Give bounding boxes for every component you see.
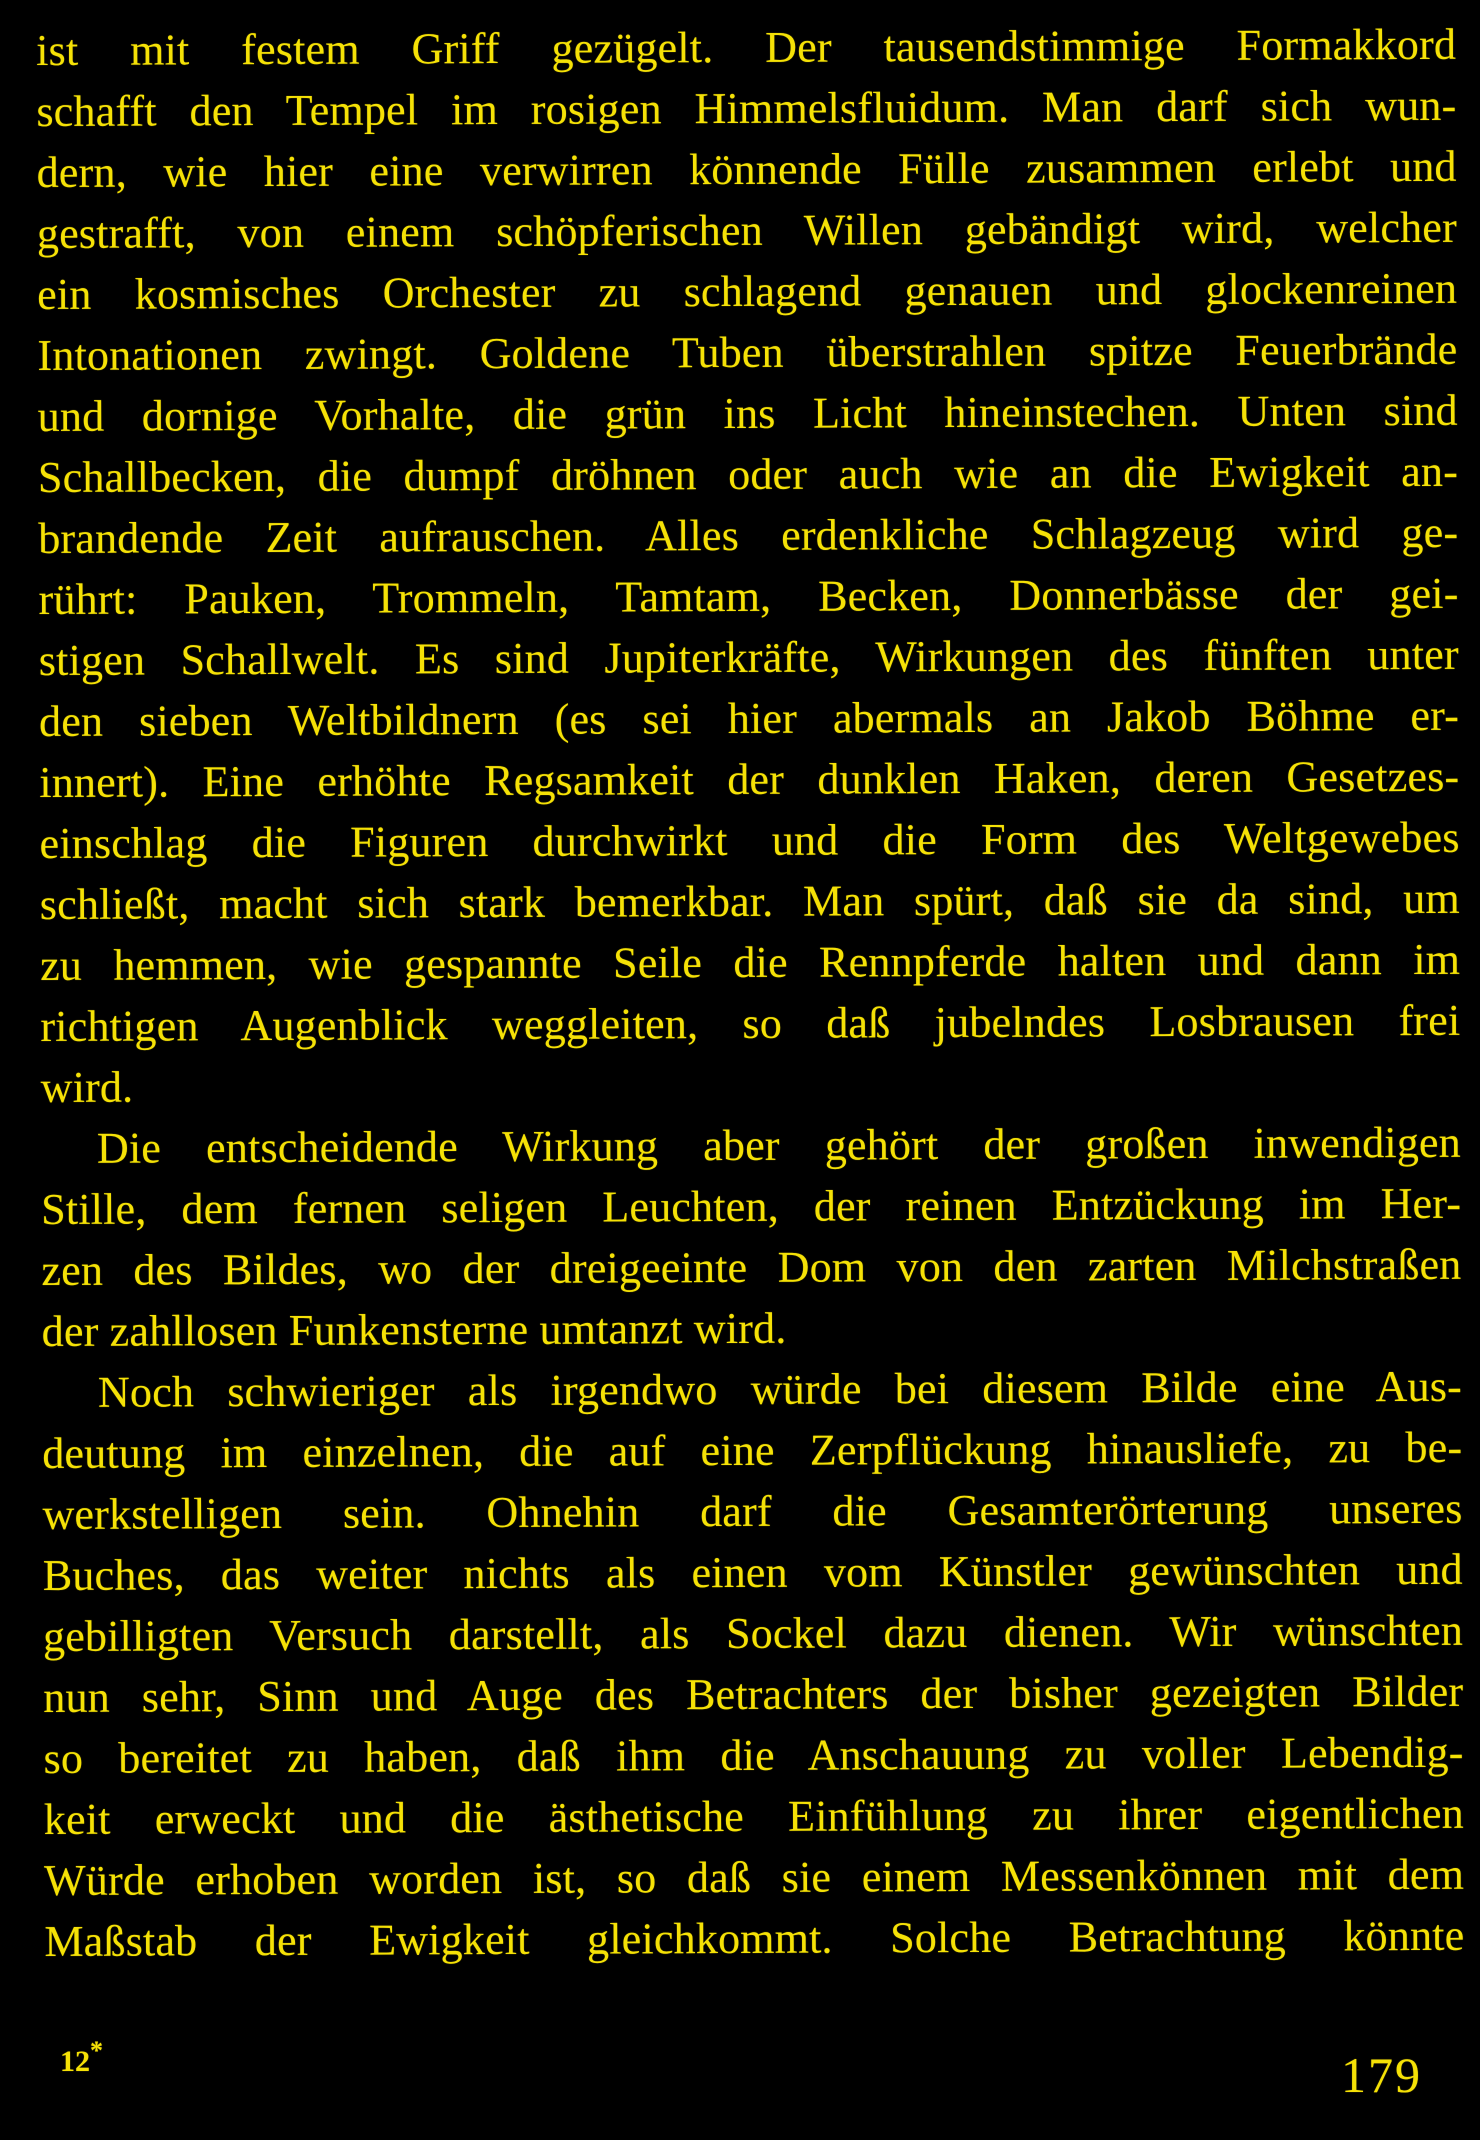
text-line: Schallbecken, die dumpf dröhnen oder auch wie an die Ewigkeit an- [37,446,1459,502]
text-line: ein kosmisches Orchester zu schlagend genauen und glockenreinen [37,263,1458,319]
text-line: Intonationen zwingt. Goldene Tuben überstrahlen spitze Feuerbrände [37,324,1458,380]
page-number: 179 [1341,2047,1422,2103]
text-line: so bereitet zu haben, daß ihm die Anschauung zu voller Lebendig- [43,1727,1464,1783]
signature-mark [60,2036,103,2079]
text-line: gebilligten Versuch darstellt, als Sockel dazu dienen. Wir wünschten [42,1605,1464,1661]
text-line: schafft den Tempel im rosigen Himmelsfluidum. Man darf sich wun- [36,80,1457,136]
text-line: schließt, macht sich stark bemerkbar. Man spürt, daß sie da sind, um [39,873,1460,929]
text-line: und dornige Vorhalte, die grün ins Licht hineinstechen. Unten sind [37,385,1458,441]
text-line: nun sehr, Sinn und Auge des Betrachters der bisher gezeigten Bilder [43,1666,1464,1722]
text-line: stigen Schallwelt. Es sind Jupiterkräfte, Wirkungen des fünften unter [38,629,1459,685]
text-line: Noch schwieriger als irgendwo würde bei diesem Bilde eine Aus- [97,1361,1463,1417]
text-block [36,14,1465,1972]
text-line: dern, wie hier eine verwirren könnende Fülle zusammen erlebt und [36,141,1457,197]
signature-number: 12 [60,2045,90,2078]
text-line: deutung im einzelnen, die auf eine Zerpflückung hinausliefe, zu be- [42,1422,1463,1478]
text-line: ist mit festem Griff gezügelt. Der tausendstimmige Formakkord [36,19,1457,75]
text-line: einschlag die Figuren durchwirkt und die Form des Weltgewebes [39,812,1460,868]
text-line: gestrafft, von einem schöpferischen Willen gebändigt wird, welcher [36,202,1458,258]
text-line: Würde erhoben worden ist, so daß sie einem Messenkönnen mit dem [44,1849,1465,1905]
signature-star: * [90,2036,103,2065]
text-line: Maßstab der Ewigkeit gleichkommt. Solche Betrachtung könnte [44,1910,1465,1966]
text-line: keit erweckt und die ästhetische Einfühlung zu ihrer eigentlichen [43,1788,1464,1844]
text-line: zen des Bildes, wo der dreigeeinte Dom von den zarten Milchstraßen [41,1239,1462,1295]
text-line: wird. [40,1062,134,1112]
text-line: Stille, dem fernen seligen Leuchten, der reinen Entzückung im Her- [41,1178,1462,1234]
text-line: Buches, das weiter nichts als einen vom Künstler gewünschten und [42,1544,1463,1600]
text-line: innert). Eine erhöhte Regsamkeit der dunklen Haken, deren Gesetzes- [39,751,1460,807]
text-line: richtigen Augenblick weggleiten, so daß jubelndes Losbrausen frei [40,995,1461,1051]
text-line: der zahllosen Funkensterne umtanzt wird. [41,1303,787,1356]
text-line: den sieben Weltbildnern (es sei hier abermals an Jakob Böhme er- [38,690,1460,746]
text-line: zu hemmen, wie gespannte Seile die Rennpferde halten und dann im [40,934,1461,990]
text-line: brandende Zeit aufrauschen. Alles erdenkliche Schlagzeug wird ge- [38,507,1459,563]
text-line: werkstelligen sein. Ohnehin darf die Gesamterörterung unseres [42,1483,1463,1539]
text-line: Die entscheidende Wirkung aber gehört der großen inwendigen [96,1117,1462,1173]
text-line: rührt: Pauken, Trommeln, Tamtam, Becken, Donnerbässe der gei- [38,568,1459,624]
